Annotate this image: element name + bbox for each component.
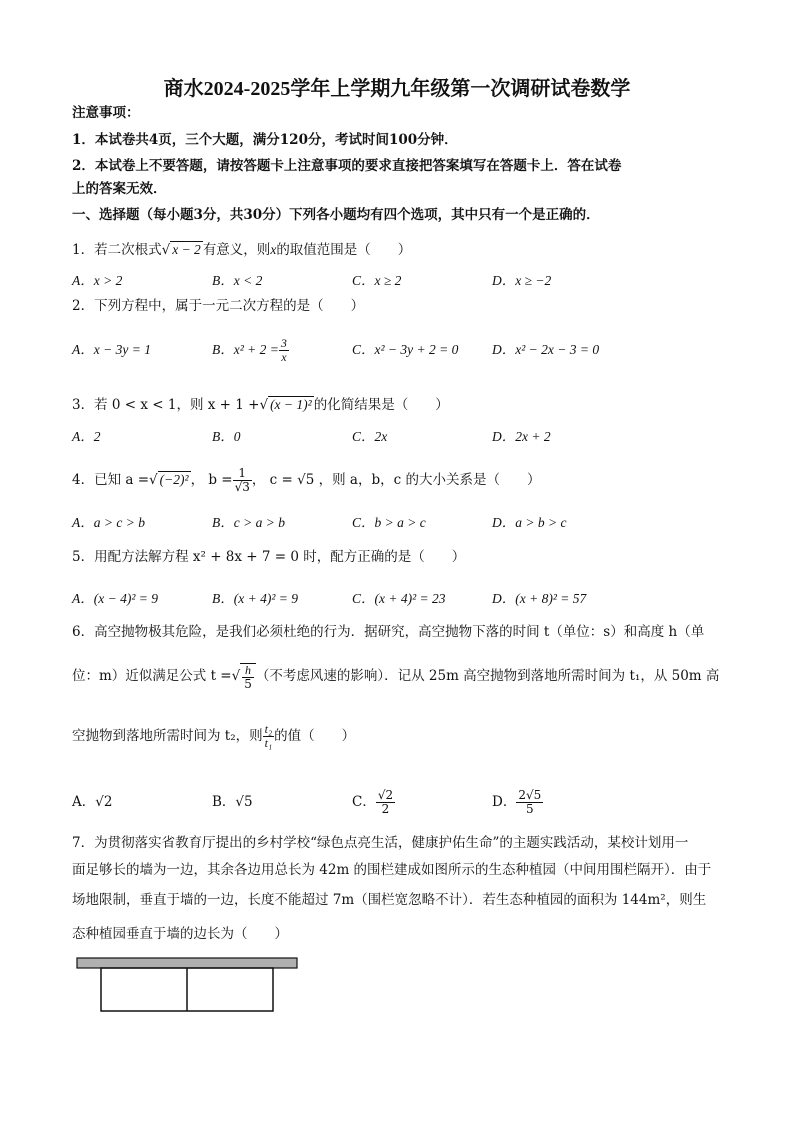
wall xyxy=(77,958,297,968)
q4-option-d: D．a > b > c xyxy=(492,515,567,530)
radicand: x − 2 xyxy=(172,242,201,257)
question-6-line-2: 位：m）近似满足公式 t =√ $\frac{h}{5}$ （不考虑风速的影响）．记从 25m 高空抛物到落地所需时间为 t₁，从 50m 高 xyxy=(72,662,720,691)
question-7-line-2: 面足够长的墙为一边，其余各边用总长为 42m 的围栏建成如图所示的生态种植园（中间用围栏隔开）．由于 xyxy=(72,862,712,878)
q3-option-d: D．2x + 2 xyxy=(492,429,551,444)
q5-option-a: A．(x − 4)² = 9 xyxy=(72,591,158,606)
q2-option-a: A．x − 3y = 1 xyxy=(72,342,151,357)
question-7-line-4: 态种植园垂直于墙的边长为（ ） xyxy=(72,926,288,942)
garden-figure xyxy=(76,956,300,1014)
question-4: 4．已知 a =√ (−2)² ， b = $\frac{1}{√3}$ ， c = √5 ，则 a，b，c 的大小关系是（ ） xyxy=(72,466,541,494)
question-2: 2．下列方程中，属于一元二次方程的是（ ） xyxy=(72,298,365,314)
question-5: 5．用配方法解方程 x² + 8x + 7 = 0 时，配方正确的是（ ） xyxy=(72,549,466,565)
q3-option-b: B．0 xyxy=(212,429,241,444)
note-2-line-2: 上的答案无效． xyxy=(72,181,167,197)
q2-option-d: D．x² − 2x − 3 = 0 xyxy=(492,342,600,357)
q3-option-c: C．2x xyxy=(352,429,388,444)
note-1: 1．本试卷共4页，三个大题，满分120分，考试时间100分钟． xyxy=(72,132,458,148)
page-title: 商水2024-2025学年上学期九年级第一次调研试卷数学 xyxy=(163,78,631,100)
question-6-line-3: 空抛物到落地所需时间为 t₂，则 $\frac{\text{t₂}}{\text{t₁}}$ 的值（ ） xyxy=(72,722,356,750)
q5-option-b: B．(x + 4)² = 9 xyxy=(212,591,298,606)
q4-option-b: B．c > a > b xyxy=(212,515,285,530)
q1-option-c: C．x ≥ 2 xyxy=(352,273,402,288)
q4-option-a: A．a > c > b xyxy=(72,515,145,530)
q6-option-b: B．√5 xyxy=(212,794,253,810)
notes-heading: 注意事项： xyxy=(72,105,140,121)
q1-option-d: D．x ≥ −2 xyxy=(492,273,552,288)
q4-option-c: C．b > a > c xyxy=(352,515,426,530)
q6-option-d: D． $\frac{2√5}{5}$ xyxy=(492,788,542,816)
section-1-heading: 一、选择题（每小题3分，共30分）下列各小题均有四个选项，其中只有一个是正确的． xyxy=(72,207,600,223)
q6-option-a: A．√2 xyxy=(72,794,113,810)
q1-option-b: B．x < 2 xyxy=(212,273,263,288)
question-6-line-1: 6．高空抛物极其危险，是我们必须杜绝的行为．据研究，高空抛物下落的时间 t（单位：s）和高度 h（单 xyxy=(72,624,705,640)
q5-option-c: C．(x + 4)² = 23 xyxy=(352,591,446,606)
q1-option-a: A．x > 2 xyxy=(72,273,123,288)
q2-option-c: C．x² − 3y + 2 = 0 xyxy=(352,342,459,357)
q3-option-a: A．2 xyxy=(72,429,101,444)
q6-option-c: C． $\frac{√2}{2}$ xyxy=(352,788,394,816)
question-7-line-1: 7．为贯彻落实省教育厅提出的乡村学校“绿色点亮生活，健康护佑生命”的主题实践活动，某校计划用一 xyxy=(72,835,689,851)
note-2-line-1: 2．本试卷上不要答题，请按答题卡上注意事项的要求直接把答案填写在答题卡上．答在试卷 xyxy=(72,158,622,174)
q5-option-d: D．(x + 8)² = 57 xyxy=(492,591,587,606)
question-3: 3．若 0 < x < 1，则 x + 1 +√ (x − 1)² 的化简结果是（ ） xyxy=(72,397,449,413)
question-7-line-3: 场地限制，垂直于墙的一边，长度不能超过 7m（围栏宽忽略不计）．若生态种植园的面积为 144m²，则生 xyxy=(72,892,707,908)
q2-option-b: B．x² + 2 = $\frac{3}{x}$ xyxy=(212,336,287,365)
question-1: 1．若二次根式√ x − 2 有意义，则x的取值范围是（ ） xyxy=(72,242,412,258)
